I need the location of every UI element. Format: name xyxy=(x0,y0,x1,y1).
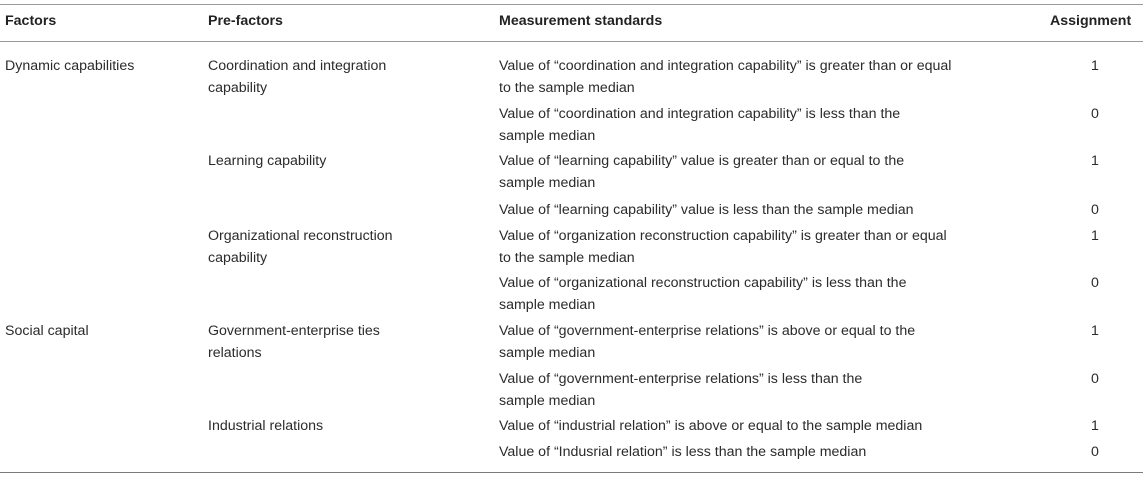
standard-line: Value of “government-enterprise relations” is above or equal to the xyxy=(499,323,916,339)
standard-line: Value of “coordination and integration capability” is less than the xyxy=(499,106,901,122)
header-factors: Factors xyxy=(5,13,57,29)
standard-line: Value of “Indusrial relation” is less than the sample median xyxy=(499,444,867,460)
standard-line: to the sample median xyxy=(499,250,635,266)
header-measurement-standards: Measurement standards xyxy=(499,13,663,29)
assignment-cell: 0 xyxy=(1091,275,1099,291)
assignment-cell: 1 xyxy=(1091,153,1099,169)
assignment-cell: 0 xyxy=(1091,444,1099,460)
prefactor-cell xyxy=(208,320,380,364)
standard-line: sample median xyxy=(499,297,596,313)
prefactor-line: capability xyxy=(208,250,268,266)
prefactor-line: relations xyxy=(208,345,262,361)
standard-cell xyxy=(499,272,906,316)
assignment-cell: 0 xyxy=(1091,106,1099,122)
table-top-rule xyxy=(0,4,1143,5)
standard-cell xyxy=(499,103,900,147)
assignment-cell: 1 xyxy=(1091,418,1099,434)
prefactor-cell xyxy=(208,55,386,99)
factor-cell: Dynamic capabilities xyxy=(5,58,135,74)
standard-cell xyxy=(499,225,947,269)
header-assignment: Assignment xyxy=(1050,13,1132,29)
standard-line: Value of “learning capability” value is greater than or equal to the xyxy=(499,153,905,169)
table-header-rule xyxy=(0,41,1143,42)
standard-line: Value of “learning capability” value is less than the sample median xyxy=(499,202,914,218)
table-bottom-rule xyxy=(0,472,1143,473)
prefactor-line: Coordination and integration xyxy=(208,58,387,74)
standard-cell xyxy=(499,368,862,412)
standard-line: Value of “industrial relation” is above or equal to the sample median xyxy=(499,418,923,434)
assignment-cell: 0 xyxy=(1091,202,1099,218)
prefactor-line: Learning capability xyxy=(208,153,327,169)
assignment-cell: 1 xyxy=(1091,323,1099,339)
standard-line: sample median xyxy=(499,128,596,144)
standard-cell xyxy=(499,55,951,99)
assignment-cell: 1 xyxy=(1091,58,1099,74)
standard-line: Value of “organization reconstruction capability” is greater than or equal xyxy=(499,228,947,244)
header-prefactors: Pre-factors xyxy=(208,13,283,29)
prefactor-cell xyxy=(208,415,323,437)
prefactor-cell xyxy=(208,150,326,172)
standard-line: sample median xyxy=(499,345,596,361)
standard-cell xyxy=(499,199,914,221)
prefactor-line: capability xyxy=(208,80,268,96)
standard-cell xyxy=(499,320,915,364)
standard-cell xyxy=(499,415,922,437)
standard-line: Value of “organizational reconstruction capability” is less than the xyxy=(499,275,907,291)
prefactor-line: Industrial relations xyxy=(208,418,324,434)
standard-line: sample median xyxy=(499,393,596,409)
assignment-cell: 1 xyxy=(1091,228,1099,244)
standard-cell xyxy=(499,441,866,463)
standard-cell xyxy=(499,150,904,194)
assignment-cell: 0 xyxy=(1091,371,1099,387)
prefactor-cell xyxy=(208,225,393,269)
standard-line: to the sample median xyxy=(499,80,635,96)
standard-line: Value of “government-enterprise relations” is less than the xyxy=(499,371,863,387)
standard-line: sample median xyxy=(499,175,596,191)
prefactor-line: Government-enterprise ties xyxy=(208,323,380,339)
factor-cell: Social capital xyxy=(5,323,89,339)
prefactor-line: Organizational reconstruction xyxy=(208,228,393,244)
standard-line: Value of “coordination and integration capability” is greater than or equal xyxy=(499,58,952,74)
